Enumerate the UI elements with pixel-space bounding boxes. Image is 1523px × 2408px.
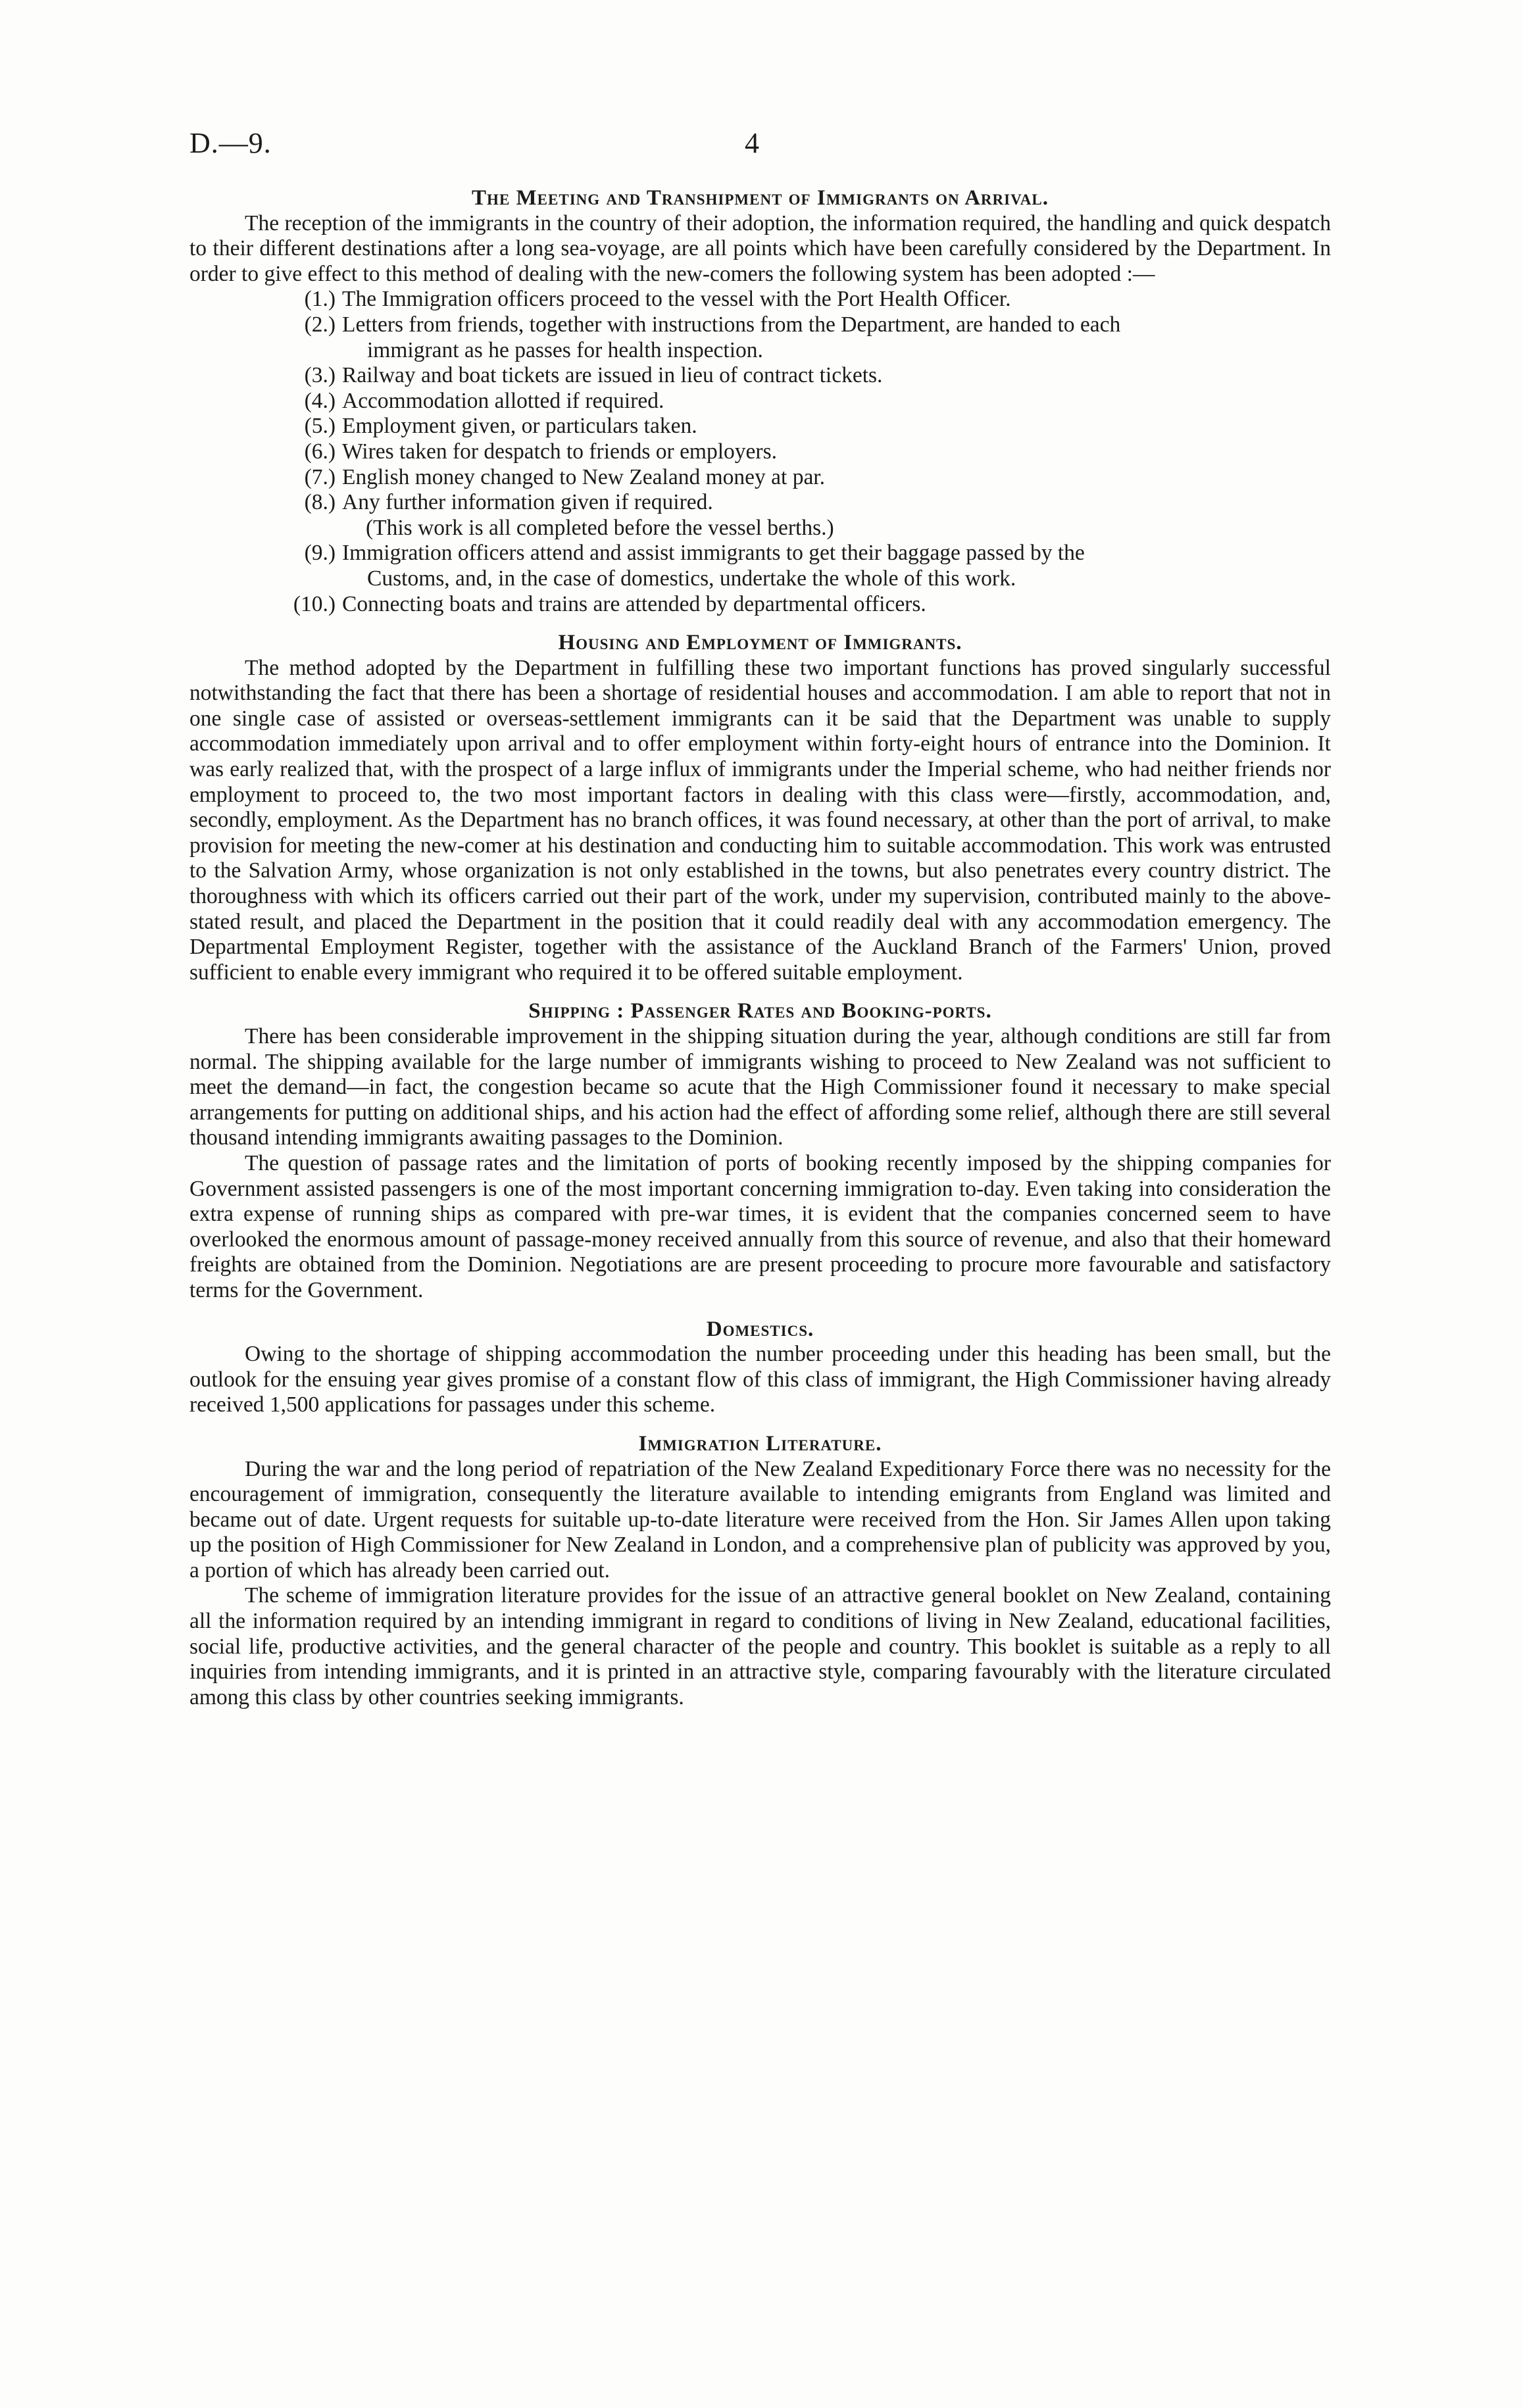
list-item-number: (10.) — [293, 591, 336, 616]
list-item-number: (7.) — [304, 464, 336, 489]
list-item — [189, 414, 1331, 439]
paragraph-domestics: Owing to the shortage of shipping accommodation the number proceeding under this heading has been small, but the outlook for the ensuing year gives promise of a constant flow of this class of immigrant, the High Commissioner having already received 1,500 applications for passages under this scheme. — [189, 1342, 1331, 1417]
list-item-text: Accommodation allotted if required. — [342, 388, 664, 413]
list-item — [189, 465, 1331, 491]
list-item-text: Employment given, or particulars taken. — [342, 414, 697, 439]
list-item-text: Any further information given if required. — [342, 490, 713, 515]
body-text — [189, 185, 1331, 1710]
list-item-body — [342, 541, 1331, 591]
list-item-text: English money changed to New Zealand money at par. — [342, 464, 825, 489]
paragraph-housing: The method adopted by the Department in fulfilling these two important functions has proved singularly successful notwithstanding the fact that there has been a shortage of residential houses and accommodation. I am able to report that not in one single case of assisted or overseas-settlement immigrants can it be said that the Department was unable to supply accommodation immediately upon arrival and to offer employment within forty-eight hours of entrance into the Dominion. It was early realized that, with the prospect of a large influx of immigrants under the Imperial scheme, who had neither friends nor employment to proceed to, the two most important factors in dealing with this class were—firstly, accommodation, and, secondly, employment. As the Department has no branch offices, it was found necessary, at other than the port of arrival, to make provision for meeting the new-comer at his destination and conducting him to suitable accommodation. This work was entrusted to the Salvation Army, whose organization is not only established in the towns, but also penetrates every country district. The thoroughness with which its officers carried out their part of the work, under my supervision, contributed mainly to the above-stated result, and placed the Department in the position that it could readily deal with any accommodation emergency. The Departmental Employment Register, together with the assistance of the Auckland Branch of the Farmers' Union, proved sufficient to enable every immigrant who required it to be offered suitable employment. — [189, 655, 1331, 985]
list-item — [189, 287, 1331, 312]
procedure-note: (This work is all completed before the vessel berths.) — [366, 515, 834, 540]
list-item-text: The Immigration officers proceed to the vessel with the Port Health Officer. — [342, 287, 1011, 312]
page-number: 4 — [745, 127, 759, 159]
list-item-text: Letters from friends, together with instructions from the Department, are handed to each — [342, 312, 1121, 337]
list-item — [189, 541, 1331, 591]
list-item-text: Railway and boat tickets are issued in lieu of contract tickets. — [342, 363, 883, 388]
paragraph-shipping-2: The question of passage rates and the limitation of ports of booking recently imposed by the shipping companies for Government assisted passengers is one of the most important concerning immigration to-day. Even taking into consideration the extra expense of running ships as compared with pre-war times, it is evident that the companies concerned seem to have overlooked the enormous amount of passage-money received annually from this source of revenue, and also that their homeward freights are obtained from the Dominion. Negotiations are are present proceeding to procure more favourable and satisfactory terms for the Government. — [189, 1150, 1331, 1302]
list-item — [189, 389, 1331, 414]
list-item-number: (5.) — [304, 414, 336, 439]
section-heading-meeting: The Meeting and Transhipment of Immigrants on Arrival. — [472, 186, 1049, 210]
section-heading-shipping: Shipping : Passenger Rates and Booking-ports. — [528, 999, 992, 1023]
list-item — [189, 439, 1331, 465]
paragraph-meeting-intro: The reception of the immigrants in the country of their adoption, the information required, the handling and quick despatch to their different destinations after a long sea-voyage, are all points which have been carefully considered by the Department. In order to give effect to this method of dealing with the new-comers the following system has been adopted :— — [189, 210, 1331, 286]
list-item-text: Connecting boats and trains are attended by departmental officers. — [342, 591, 926, 616]
paragraph-shipping-1: There has been considerable improvement in the shipping situation during the year, although conditions are still far from normal. The shipping available for the large number of immigrants wishing to proceed to New Zealand was not sufficient to meet the demand—in fact, the congestion became so acute that the High Commissioner found it necessary to make special arrangements for putting on additional ships, and his action had the effect of affording some relief, although there are still several thousand intending immigrants awaiting passages to the Dominion. — [189, 1024, 1331, 1150]
list-note — [189, 516, 1331, 541]
list-item-continuation: immigrant as he passes for health inspection. — [367, 337, 763, 362]
list-item-continuation: Customs, and, in the case of domestics, undertake the whole of this work. — [367, 566, 1016, 591]
list-item — [189, 363, 1331, 389]
list-item — [189, 592, 1331, 618]
paragraph-literature-1: During the war and the long period of repatriation of the New Zealand Expeditionary Force there was no necessity for the encouragement of immigration, consequently the literature available to intending emigrants from England was limited and became out of date. Urgent requests for suitable up-to-date literature were received from the Hon. Sir James Allen upon taking up the position of High Commissioner for New Zealand in London, and a comprehensive plan of publicity was approved by you, a portion of which has already been carried out. — [189, 1456, 1331, 1583]
document-reference: D.—9. — [189, 127, 272, 159]
section-heading-housing: Housing and Employment of Immigrants. — [558, 631, 962, 655]
arrival-procedure-list — [189, 287, 1331, 617]
section-heading-domestics: Domestics. — [706, 1317, 814, 1341]
list-item — [189, 490, 1331, 516]
list-item-number: (9.) — [304, 541, 336, 566]
list-item-number: (2.) — [304, 312, 336, 337]
list-item-number: (1.) — [304, 287, 336, 312]
list-item — [189, 312, 1331, 363]
list-item-number: (4.) — [304, 388, 336, 413]
paragraph-literature-2: The scheme of immigration literature provides for the issue of an attractive general booklet on New Zealand, containing all the information required by an intending immigrant in regard to conditions of living in New Zealand, educational facilities, social life, productive activities, and the general character of the people and country. This booklet is suitable as a reply to all inquiries from intending immigrants, and it is printed in an attractive style, comparing favourably with the literature circulated among this class by other countries seeking immigrants. — [189, 1583, 1331, 1709]
list-item-number: (6.) — [304, 439, 336, 464]
list-item-number: (3.) — [304, 363, 336, 388]
list-item-body — [342, 312, 1331, 363]
section-heading-literature: Immigration Literature. — [638, 1431, 882, 1456]
running-header — [0, 126, 1523, 166]
list-item-text: Wires taken for despatch to friends or employers. — [342, 439, 777, 464]
list-item-number: (8.) — [304, 490, 336, 515]
list-item-text: Immigration officers attend and assist immigrants to get their baggage passed by the — [342, 541, 1085, 566]
